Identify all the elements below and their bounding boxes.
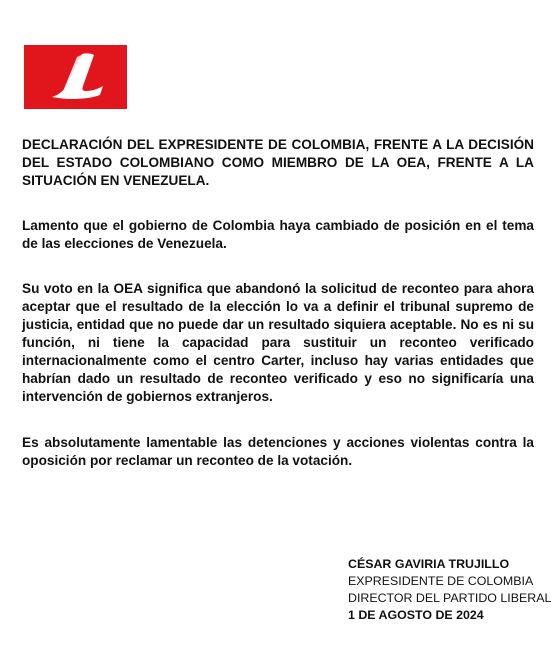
paragraph-3: Es absolutamente lamentable las detenciones y acciones violentas contra la oposición por reclamar un reconteo de la votación. bbox=[22, 435, 534, 468]
signatory-name: CÉSAR GAVIRIA TRUJILLO bbox=[348, 557, 510, 571]
liberal-l-icon bbox=[24, 45, 127, 109]
paragraph-2: Su voto en la OEA significa que abandonó la solicitud de reconteo para ahora aceptar que el resultado de la elección lo va a definir el tribunal supremo de justicia, entidad que no puede dar un resultado siquiera aceptable. No es ni su función, ni tiene la capacidad para sustituir un reconteo verificado internacionalmente como el centro Carter, incluso hay varias entidades que habrían dado un resultado de reconteo verificado y eso no significaría una intervención de gobiernos extranjeros. bbox=[22, 281, 534, 404]
liberal-party-logo bbox=[24, 45, 127, 109]
statement-heading: DECLARACIÓN DEL EXPRESIDENTE DE COLOMBIA, FRENTE A LA DECISIÓN DEL ESTADO COLOMBIANO COMO MIEMBRO DE LA OEA, FRENTE A LA SITUACIÓN EN VENEZUELA. bbox=[22, 137, 534, 188]
paragraph-1: Lamento que el gobierno de Colombia haya cambiado de posición en el tema de las elecciones de Venezuela. bbox=[22, 218, 534, 251]
statement-body bbox=[22, 136, 534, 499]
signatory-title-1: EXPRESIDENTE DE COLOMBIA bbox=[348, 574, 534, 588]
statement-date: 1 DE AGOSTO DE 2024 bbox=[348, 608, 484, 622]
signature-block bbox=[348, 556, 560, 624]
signatory-title-2: DIRECTOR DEL PARTIDO LIBERAL bbox=[348, 591, 552, 605]
